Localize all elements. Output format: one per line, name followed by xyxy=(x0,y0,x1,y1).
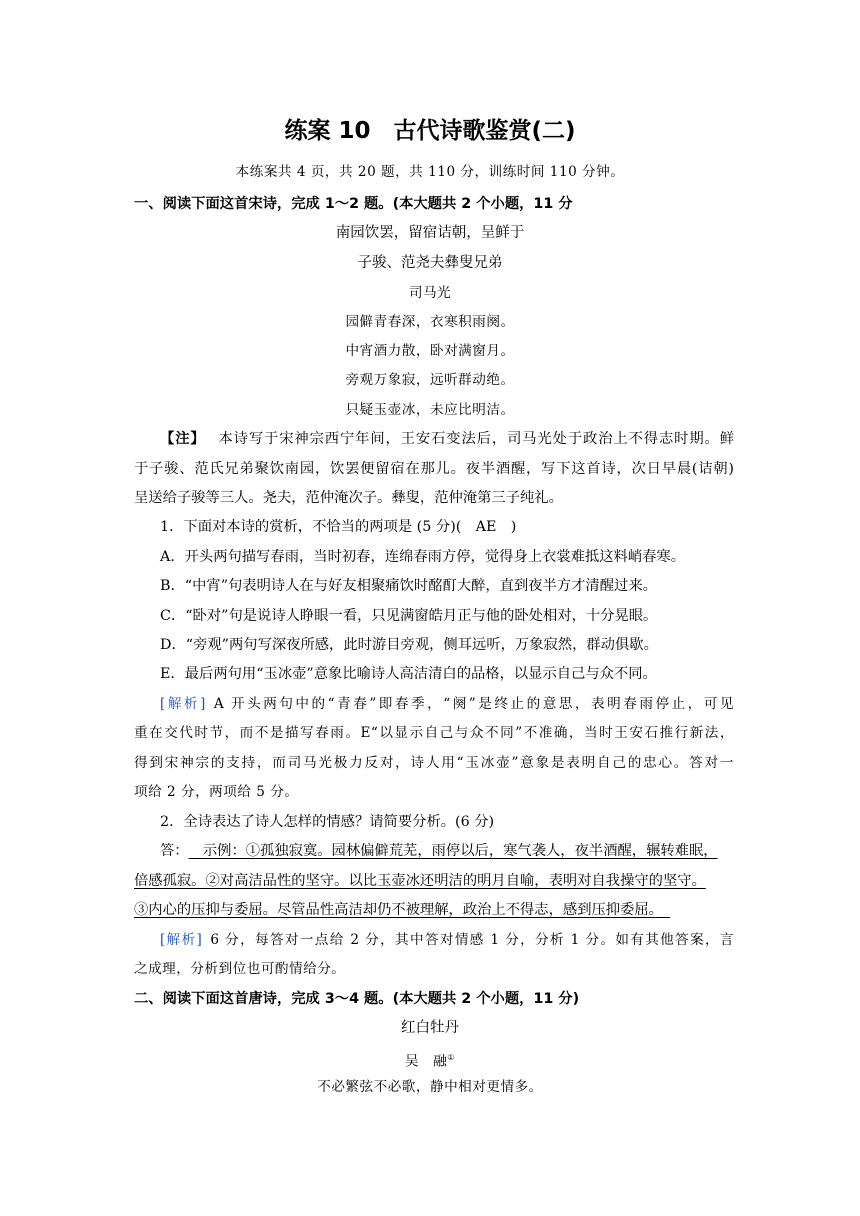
page-title: 练案 10 古代诗歌鉴赏(二) xyxy=(284,118,576,144)
question-1-option-e: E．最后两句用“玉冰壶”意象比喻诗人高洁清白的品格，以显示自己与众不同。 xyxy=(160,666,657,682)
q1-analysis-line-3: 得到宋神宗的支持，而司马光极力反对，诗人用“玉冰壶”意象是表明自己的忠心。答对一 xyxy=(134,755,734,771)
poem-line: 只疑玉壶冰，未应比明洁。 xyxy=(345,402,515,418)
poem-author: 司马光 xyxy=(408,285,452,301)
poem-title-line-2: 子骏、范尧夫彝叟兄弟 xyxy=(357,255,503,271)
q2-answer-line-1: 答：​ 示例：①孤独寂寞。园林偏僻荒芜，雨停以后，寒气袭人，夜半酒醒，辗转难眠， xyxy=(160,843,718,859)
question-1-option-d: D．“旁观”两句写深夜所感，此时游目旁观，侧耳远听，万象寂然，群动俱歇。 xyxy=(160,637,658,653)
question-2-stem: 2．全诗表达了诗人怎样的情感？请简要分析。(6 分) xyxy=(160,814,495,830)
question-1-option-a: A．开头两句描写春雨，当时初春，连绵春雨方停，觉得身上衣裳难抵这料峭春寒。 xyxy=(160,549,686,565)
intro-text: 本练案共 4 页，共 20 题，共 110 分，训练时间 110 分钟。 xyxy=(235,164,625,180)
poem2-title: 红白牡丹 xyxy=(401,1020,459,1036)
q2-answer-line-2: 倍感孤寂。②对高洁品性的坚守。以比玉壶冰还明洁的明月自喻，表明对自我操守的坚守。 xyxy=(134,873,706,889)
q1-analysis-line-4: 项给 2 分，两项给 5 分。 xyxy=(134,784,299,800)
q1-analysis-line-2: 重在交代时节，而不是描写春雨。E“以显示自己与众不同”不准确，当时王安石推行新法， xyxy=(134,725,734,741)
poem-title-line-1: 南园饮罢，留宿诘朝，呈鲜于 xyxy=(335,225,525,241)
poem2-author: 吴 融① xyxy=(405,1053,455,1070)
note-line-1: 【注】 本诗写于宋神宗西宁年间，王安石变法后，司马光处于政治上不得志时期。鲜 xyxy=(160,431,735,447)
analysis-tag: [解析] xyxy=(160,932,203,948)
section1-heading: 一、阅读下面这首宋诗，完成 1～2 题。(本大题共 2 个小题，11 分 xyxy=(134,196,573,212)
question-1-option-c: C．“卧对”句是说诗人睁眼一看，只见满窗皓月正与他的卧处相对，十分晃眼。 xyxy=(160,608,658,624)
note-line-2: 于子骏、范氏兄弟聚饮南园，饮罢便留宿在那儿。夜半酒醒，写下这首诗，次日早晨(诘朝) xyxy=(134,461,734,477)
footnote-marker: ① xyxy=(447,1053,455,1062)
note-tag: 【注】 xyxy=(160,431,206,447)
poem2-line: 不必繁弦不必歌，静中相对更情多。 xyxy=(317,1079,543,1095)
poem-line: 园僻青春深，衣寒积雨阕。 xyxy=(345,314,515,330)
analysis-tag: [解析] xyxy=(160,696,206,712)
answer-label: 答： xyxy=(160,843,189,859)
q1-analysis-line-1: [解析] A 开头两句中的“青春”即春季，“阕”是终止的意思，表明春雨停止，可见 xyxy=(160,696,734,712)
poem-line: 旁观万象寂，远听群动绝。 xyxy=(345,372,515,388)
question-1-stem: 1．下面对本诗的赏析，不恰当的两项是 (5 分)( AE ) xyxy=(160,519,517,535)
section2-heading: 二、阅读下面这首唐诗，完成 3～4 题。(本大题共 2 个小题，11 分) xyxy=(134,991,580,1007)
question-1-option-b: B．“中宵”句表明诗人在与好友相聚痛饮时酩酊大醉，直到夜半方才清醒过来。 xyxy=(160,578,657,594)
q2-analysis-line-1: [解析] 6 分，每答对一点给 2 分，其中答对情感 1 分，分析 1 分。如有其他答案，言 xyxy=(160,932,735,948)
q2-answer-line-3: ③内心的压抑与委屈。尽管品性高洁却仍不被理解，政治上不得志，感到压抑委屈。 xyxy=(134,902,656,918)
q2-analysis-line-2: 之成理，分析到位也可酌情给分。 xyxy=(134,961,346,977)
poem-line: 中宵酒力散，卧对满窗月。 xyxy=(345,343,515,359)
note-line-3: 呈送给子骏等三人。尧夫，范仲淹次子。彝叟，范仲淹第三子纯礼。 xyxy=(134,490,563,506)
